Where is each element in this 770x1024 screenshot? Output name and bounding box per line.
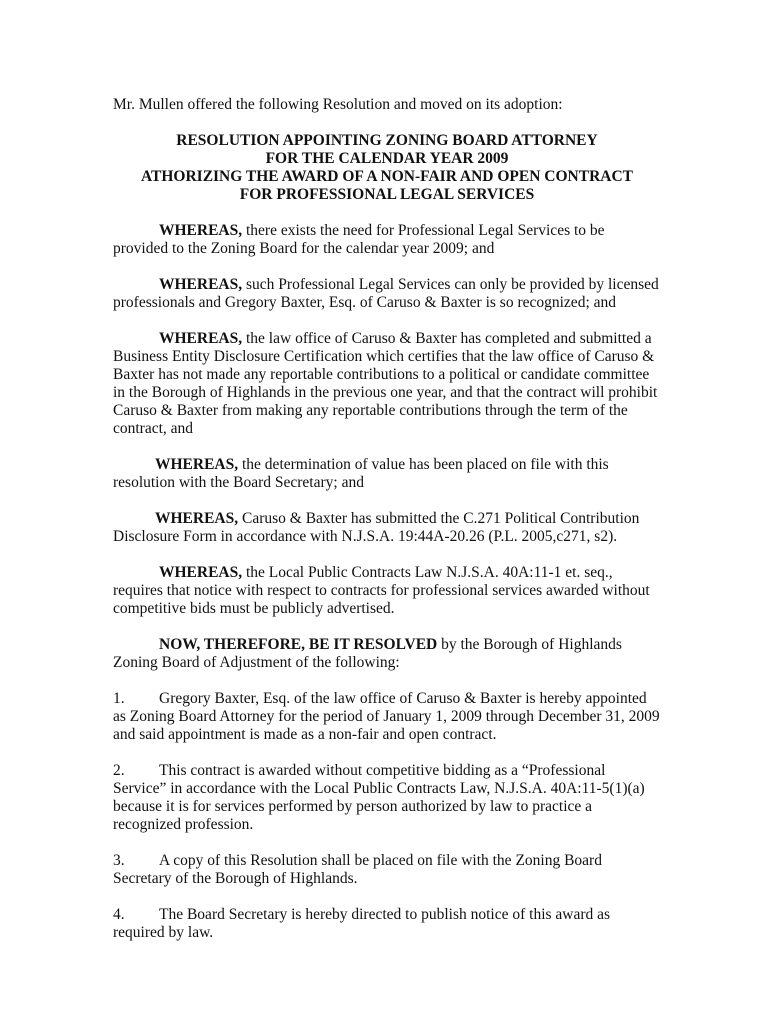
item-text: A copy of this Resolution shall be placed on file with the Zoning Board Secretary of the Borough of Highlands. xyxy=(113,852,602,887)
whereas-lead: WHEREAS, xyxy=(155,456,239,473)
resolution-title xyxy=(113,132,661,204)
document-page xyxy=(113,96,661,960)
whereas-lead: WHEREAS, xyxy=(159,330,243,347)
whereas-paragraph-3 xyxy=(113,330,661,438)
title-line-3: ATHORIZING THE AWARD OF A NON-FAIR AND OPEN CONTRACT xyxy=(140,168,634,185)
title-line-4: FOR PROFESSIONAL LEGAL SERVICES xyxy=(239,186,535,203)
whereas-paragraph-5 xyxy=(113,510,661,546)
numbered-item-3 xyxy=(113,852,661,888)
item-text: Gregory Baxter, Esq. of the law office of Caruso & Baxter is hereby appointed as Zoning Board Attorney for the period of January 1, 2009 through December 31, 2009 and said appointment is made as a non-fair and open contract. xyxy=(113,690,660,743)
whereas-text: there exists the need for Professional Legal Services to be provided to the Zoning Board for the calendar year 2009; and xyxy=(113,222,605,257)
whereas-text: such Professional Legal Services can only be provided by licensed professionals and Gregory Baxter, Esq. of Caruso & Baxter is so recognized; and xyxy=(113,276,659,311)
intro-line: Mr. Mullen offered the following Resolution and moved on its adoption: xyxy=(113,96,563,113)
title-line-2: FOR THE CALENDAR YEAR 2009 xyxy=(265,150,509,167)
whereas-paragraph-4 xyxy=(113,456,661,492)
whereas-text: the law office of Caruso & Baxter has completed and submitted a Business Entity Disclosure Certification which certifies that the law office of Caruso & Baxter has not made any reportable contributions to a political or candidate committee in the Borough of Highlands in the previous one year, and that the contract will prohibit Caruso & Baxter from making any reportable contributions through the term of the contract, and xyxy=(113,330,658,437)
whereas-lead: WHEREAS, xyxy=(159,276,243,293)
resolved-lead: NOW, THEREFORE, BE IT RESOLVED xyxy=(159,636,438,653)
numbered-item-2 xyxy=(113,762,661,834)
whereas-text: Caruso & Baxter has submitted the C.271 Political Contribution Disclosure Form in accordance with N.J.S.A. 19:44A-20.26 (P.L. 2005,c271, s2). xyxy=(113,510,640,545)
resolved-paragraph xyxy=(113,636,661,672)
item-number: 3. xyxy=(113,852,125,869)
whereas-paragraph-2 xyxy=(113,276,661,312)
whereas-text: the Local Public Contracts Law N.J.S.A. 40A:11-1 et. seq., requires that notice with respect to contracts for professional services awarded without competitive bids must be publicly advertised. xyxy=(113,564,650,617)
numbered-item-4 xyxy=(113,906,661,942)
item-number: 1. xyxy=(113,690,125,707)
whereas-lead: WHEREAS, xyxy=(159,222,243,239)
whereas-paragraph-6 xyxy=(113,564,661,618)
whereas-paragraph-1 xyxy=(113,222,661,258)
item-text: This contract is awarded without competitive bidding as a “Professional Service” in accordance with the Local Public Contracts Law, N.J.S.A. 40A:11-5(1)(a) because it is for services performed by person authorized by law to practice a recognized profession. xyxy=(113,762,645,833)
whereas-text: the determination of value has been placed on file with this resolution with the Board Secretary; and xyxy=(113,456,609,491)
item-number: 4. xyxy=(113,906,125,923)
numbered-item-1 xyxy=(113,690,661,744)
item-text: The Board Secretary is hereby directed to publish notice of this award as required by law. xyxy=(113,906,611,941)
whereas-lead: WHEREAS, xyxy=(159,564,243,581)
whereas-lead: WHEREAS, xyxy=(155,510,239,527)
item-number: 2. xyxy=(113,762,125,779)
title-line-1: RESOLUTION APPOINTING ZONING BOARD ATTORNEY xyxy=(176,132,598,149)
resolved-text: by the Borough of Highlands Zoning Board of Adjustment of the following: xyxy=(113,636,622,671)
